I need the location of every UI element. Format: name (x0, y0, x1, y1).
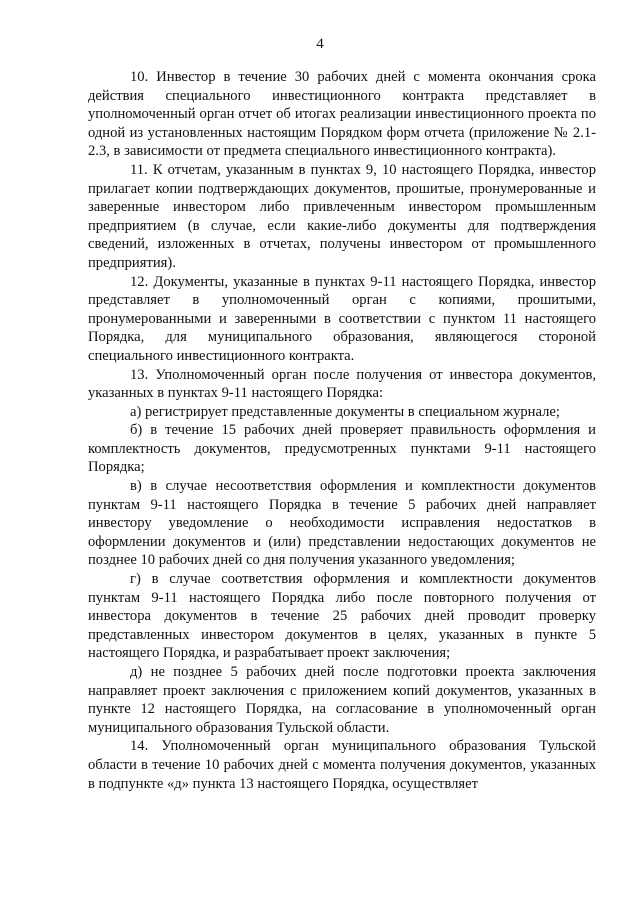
document-body (88, 68, 596, 793)
subparagraph-13v: в) в случае несоответствия оформления и комплектности документов пунктам 9-11 настоящего Порядка в течение 5 рабочих дней направляет инвестору уведомление о необходимости исправления недостатков в оформлении документов и (или) представлении недостающих документов не позднее 10 рабочих дней со дня получения указанного уведомления; (88, 478, 596, 569)
paragraph-14: 14. Уполномоченный орган муниципального образования Тульской области в течение 10 рабочих дней с момента получения документов, указанных в подпункте «д» пункта 13 настоящего Порядка, осуществляет (88, 738, 596, 792)
page-number: 4 (316, 36, 324, 52)
paragraph-12: 12. Документы, указанные в пунктах 9-11 настоящего Порядка, инвестор представляет в уполномоченный орган с копиями, прошитыми, пронумерованными и заверенными в соответствии с пунктом 11 настоящего Порядка, для муниципального образования, являющегося стороной специального инвестиционного контракта. (88, 273, 596, 364)
subparagraph-13g: г) в случае соответствия оформления и комплектности документов пунктам 9-11 настоящего Порядка либо после повторного получения от инвестора документов в течение 25 рабочих дней проводит проверку представленных инвестором документов в целях, указанных в пункте 5 настоящего Порядка, и разрабатывает проект заключения; (88, 571, 596, 662)
paragraph-13: 13. Уполномоченный орган после получения от инвестора документов, указанных в пунктах 9-11 настоящего Порядка: (88, 366, 596, 402)
paragraph-10: 10. Инвестор в течение 30 рабочих дней с момента окончания срока действия специального инвестиционного контракта представляет в уполномоченный орган отчет об итогах реализации инвестиционного проекта по одной из установленных настоящим Порядком форм отчета (приложение № 2.1-2.3, в зависимости от предмета специального инвестиционного контракта). (88, 69, 596, 160)
paragraph-11: 11. К отчетам, указанным в пунктах 9, 10 настоящего Порядка, инвестор прилагает копии подтверждающих документов, прошитые, пронумерованные и заверенные инвестором либо привлеченным инвестором промышленным предприятием (в случае, если какие-либо документы для подтверждения сведений, изложенных в отчетах, получены инвестором от промышленного предприятия). (88, 161, 596, 271)
subparagraph-13d: д) не позднее 5 рабочих дней после подготовки проекта заключения направляет проект заключения с приложением копий документов, указанных в пункте 12 настоящего Порядка, на согласование в уполномоченный орган муниципального образования Тульской области. (88, 664, 596, 736)
subparagraph-13b: б) в течение 15 рабочих дней проверяет правильность оформления и комплектность документов, предусмотренных пунктами 9-11 настоящего Порядка; (88, 422, 596, 476)
subparagraph-13a: а) регистрирует представленные документы в специальном журнале; (130, 403, 560, 420)
